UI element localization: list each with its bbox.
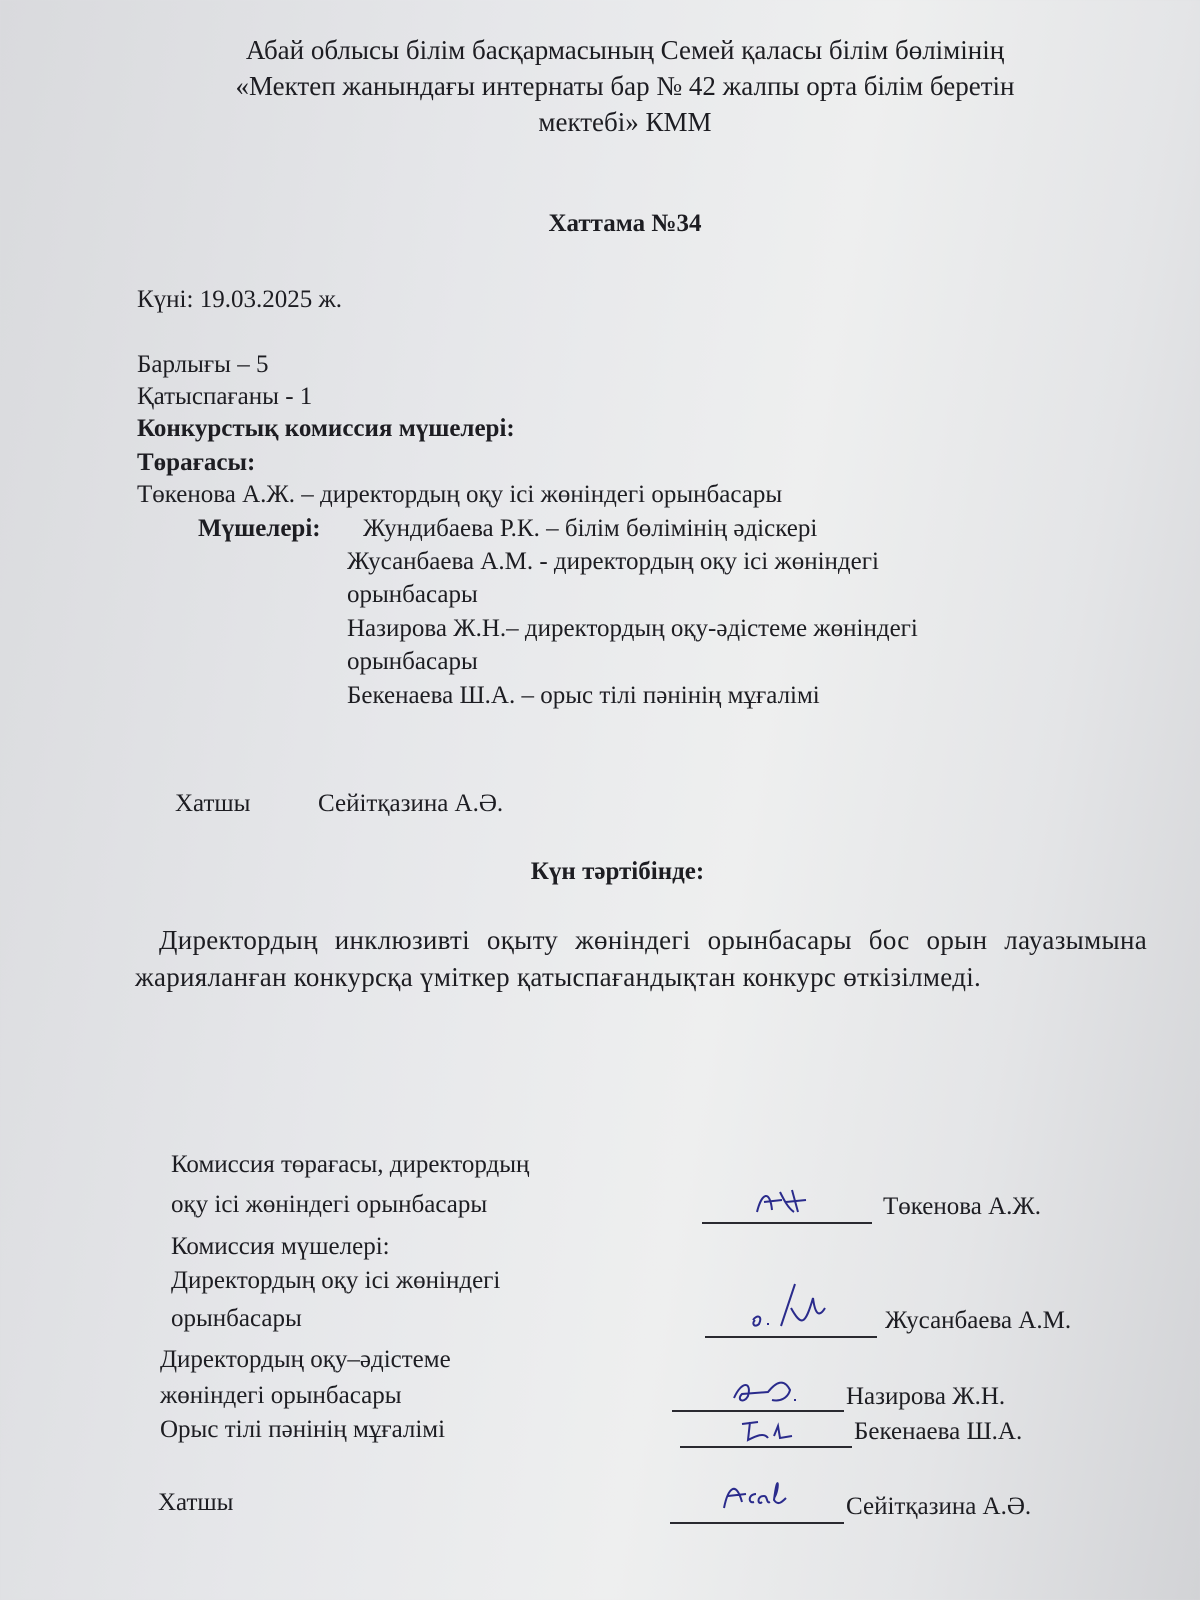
- handwritten-signature: [680, 1410, 852, 1446]
- member-line: орынбасары: [347, 648, 478, 675]
- agenda-heading: Күн тәртібінде:: [530, 858, 705, 885]
- handwritten-signature: [702, 1182, 872, 1222]
- sig-secretary-role: Хатшы: [158, 1489, 234, 1516]
- signature-line: [680, 1410, 852, 1448]
- attendance-total: Барлығы – 5: [137, 351, 269, 378]
- signature-line: [705, 1278, 877, 1338]
- sig-chair-role-2: оқу ісі жөніндегі орынбасары: [171, 1191, 488, 1218]
- header-line-2: «Мектеп жанындағы интернаты бар № 42 жалпы орта білім беретін: [235, 71, 1015, 101]
- protocol-title: Хаттама №34: [548, 210, 702, 237]
- protocol-date: Күні: 19.03.2025 ж.: [137, 286, 342, 313]
- sig-member3-role: Орыс тілі пәнінің мұғалімі: [160, 1416, 446, 1443]
- sig-member2-role-1: Директордың оқу–әдістеме: [160, 1346, 451, 1373]
- sig-chair-role-1: Комиссия төрағасы, директордың: [171, 1151, 530, 1178]
- signature-line: [670, 1458, 844, 1524]
- sig-secretary-name: Сейітқазина А.Ә.: [846, 1493, 1032, 1520]
- chair-heading: Төрағасы:: [137, 449, 256, 476]
- signature-line: [702, 1182, 872, 1224]
- sig-chair-name: Төкенова А.Ж.: [883, 1193, 1042, 1220]
- member-line: орынбасары: [347, 581, 478, 608]
- chair-line: Төкенова А.Ж. – директордың оқу ісі жөніндегі орынбасары: [137, 481, 783, 508]
- sig-member1-name: Жусанбаева А.М.: [885, 1307, 1072, 1334]
- attendance-absent: Қатыспағаны - 1: [137, 383, 313, 410]
- member-line: Бекенаева Ш.А. – орыс тілі пәнінің мұғалімі: [347, 682, 820, 709]
- sig-members-heading: Комиссия мүшелері:: [171, 1233, 390, 1260]
- handwritten-signature: [705, 1278, 877, 1336]
- member-line: Назирова Ж.Н.– директордың оқу-әдістеме жөніндегі: [347, 615, 918, 642]
- member-line: Жундибаева Р.К. – білім бөлімінің әдіскері: [363, 515, 818, 542]
- commission-heading: Конкурстық комиссия мүшелері:: [137, 415, 515, 442]
- header-line-3: мектебі» КММ: [538, 107, 712, 137]
- sig-member2-role-2: жөніндегі орынбасары: [160, 1382, 402, 1409]
- secretary-label: Хатшы: [175, 790, 251, 817]
- signature-line: [672, 1360, 844, 1412]
- sig-member1-role-1: Директордың оқу ісі жөніндегі: [171, 1267, 501, 1294]
- sig-member2-name: Назирова Ж.Н.: [846, 1383, 1006, 1410]
- header-line-1: Абай облысы білім басқармасының Семей қаласы білім бөлімінің: [245, 35, 1005, 65]
- handwritten-signature: [672, 1360, 844, 1410]
- handwritten-signature: [670, 1458, 844, 1522]
- member-line: Жусанбаева А.М. - директордың оқу ісі жөніндегі: [347, 548, 879, 575]
- members-heading: Мүшелері:: [198, 515, 321, 542]
- sig-member1-role-2: орынбасары: [171, 1305, 302, 1332]
- document-header: [0, 32, 1200, 140]
- sig-member3-name: Бекенаева Ш.А.: [854, 1418, 1023, 1445]
- agenda-text: Директордың инклюзивті оқыту жөніндегі орынбасары бос орын лауазымына жарияланған конкурсқа үміткер қатыспағандықтан конкурс өткізілмеді.: [135, 925, 1147, 992]
- secretary-name: Сейітқазина А.Ә.: [318, 790, 504, 817]
